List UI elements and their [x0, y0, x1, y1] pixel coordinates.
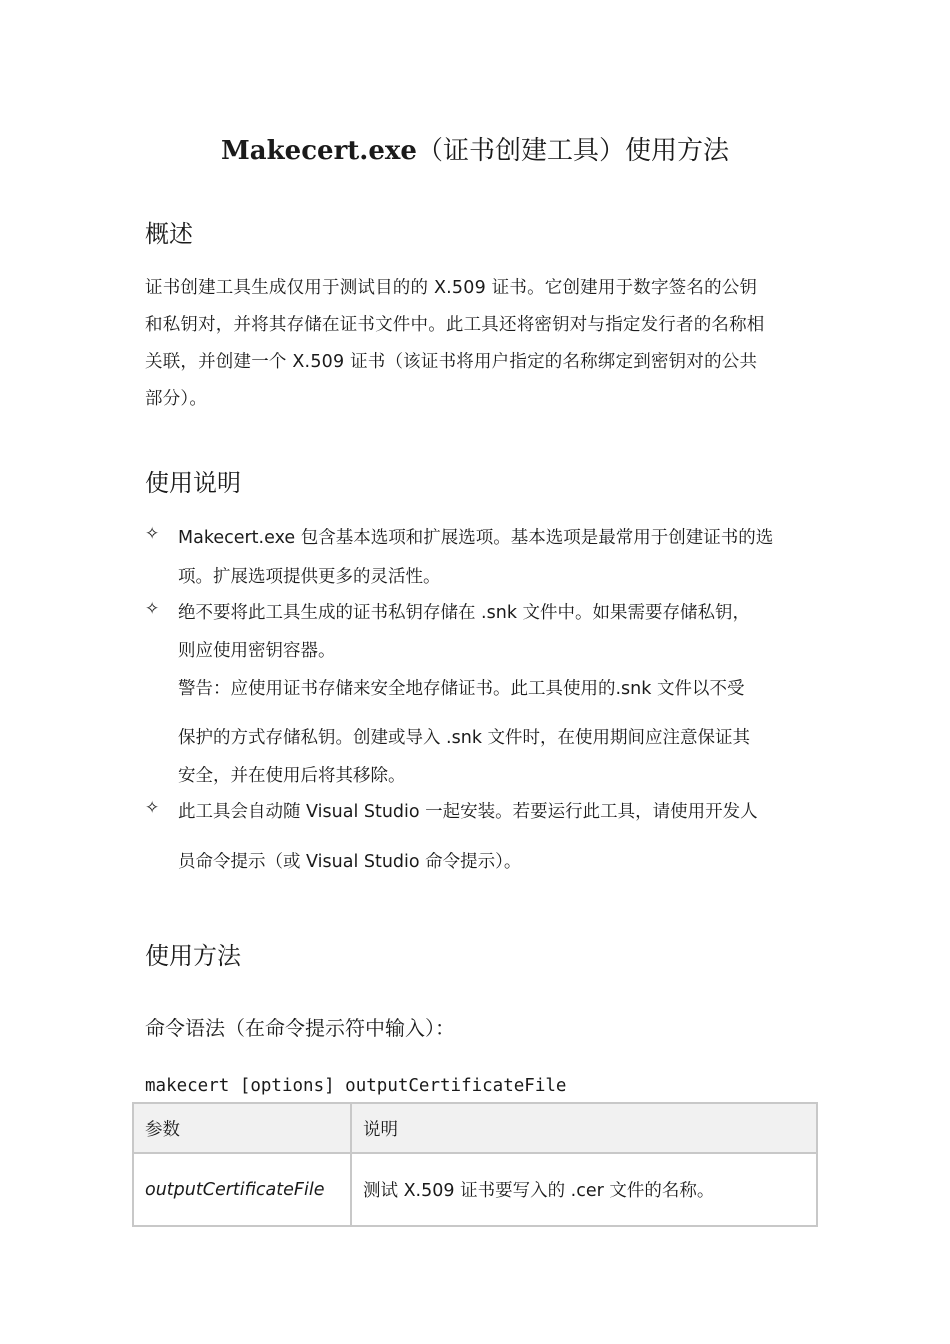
warning-line: 警告：应使用证书存储来安全地存储证书。此工具使用的.snk 文件以不受 [178, 679, 745, 699]
table-row [133, 1153, 817, 1226]
table-header-row [133, 1103, 817, 1153]
page-title-en: Makecert.exe [221, 136, 417, 166]
instruction-line: 员命令提示（或 Visual Studio 命令提示）。 [178, 852, 522, 872]
usage-heading: 使用方法 [145, 942, 241, 970]
warning-line: 安全，并在使用后将其移除。 [178, 766, 406, 786]
command-syntax: makecert [options] outputCertificateFile [145, 1076, 567, 1096]
column-header: 参数 [133, 1103, 351, 1153]
warning-line: 保护的方式存储私钥。创建或导入 .snk 文件时，在使用期间应注意保证其 [178, 728, 751, 748]
column-header: 说明 [351, 1103, 817, 1153]
syntax-label: 命令语法（在命令提示符中输入）： [145, 1016, 455, 1040]
overview-heading: 概述 [145, 220, 193, 248]
instruction-line: Makecert.exe 包含基本选项和扩展选项。基本选项是最常用于创建证书的选 [178, 528, 774, 548]
instruction-line: 绝不要将此工具生成的证书私钥存储在 .snk 文件中。如果需要存储私钥， [178, 603, 751, 623]
instruction-line: 项。扩展选项提供更多的灵活性。 [178, 567, 441, 587]
table-cell-description: 测试 X.509 证书要写入的 .cer 文件的名称。 [351, 1153, 817, 1226]
bullet-star-icon: ✧ [145, 599, 160, 619]
overview-line: 和私钥对，并将其存储在证书文件中。此工具还将密钥对与指定发行者的名称相 [145, 315, 765, 335]
instruction-line: 此工具会自动随 Visual Studio 一起安装。若要运行此工具，请使用开发人 [178, 802, 758, 822]
bullet-star-icon: ✧ [145, 798, 160, 818]
instruction-line: 则应使用密钥容器。 [178, 641, 336, 661]
overview-line: 关联，并创建一个 X.509 证书（该证书将用户指定的名称绑定到密钥对的公共 [145, 352, 758, 372]
overview-line: 部分）。 [145, 389, 208, 409]
instructions-heading: 使用说明 [145, 469, 241, 497]
parameter-table [132, 1102, 818, 1227]
overview-line: 证书创建工具生成仅用于测试目的的 X.509 证书。它创建用于数字签名的公钥 [145, 278, 758, 298]
page-title [0, 130, 950, 167]
table-cell-parameter: outputCertificateFile [133, 1153, 351, 1226]
bullet-star-icon: ✧ [145, 524, 160, 544]
page-title-zh: （证书创建工具）使用方法 [416, 136, 729, 166]
